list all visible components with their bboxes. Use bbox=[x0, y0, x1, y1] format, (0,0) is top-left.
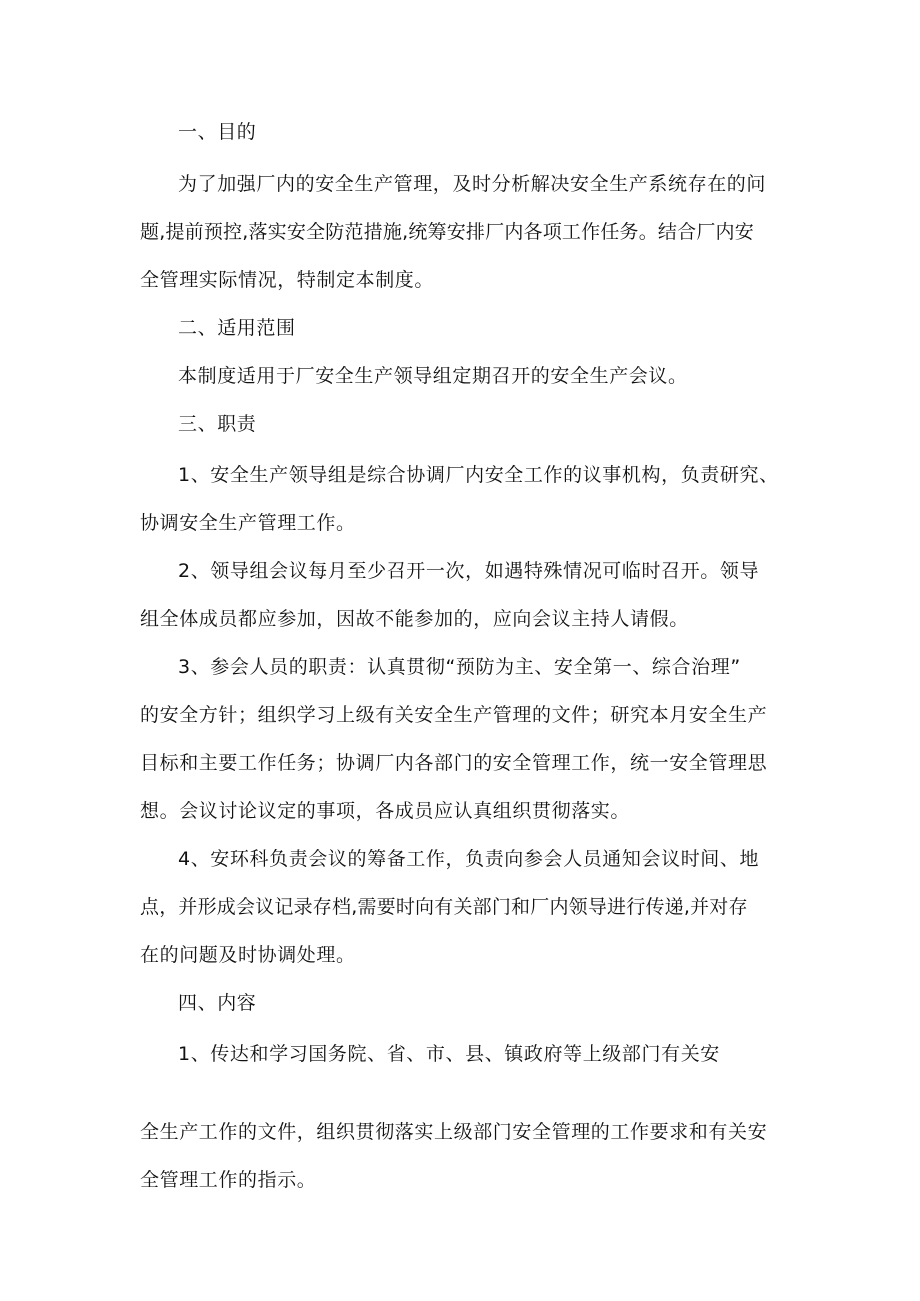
content-1-line-1: 1、传达和学习国务院、省、市、县、镇政府等上级部门有关安 bbox=[178, 1043, 720, 1065]
duty-1-line-1: 1、安全生产领导组是综合协调厂内安全工作的议事机构，负责研究、 bbox=[178, 464, 779, 486]
section-heading-content: 四、内容 bbox=[178, 992, 257, 1014]
section-heading-purpose: 一、目的 bbox=[178, 121, 257, 143]
duty-3-line-2: 的安全方针；组织学习上级有关安全生产管理的文件；研究本月安全生产 bbox=[140, 704, 768, 726]
duty-2-line-2: 组全体成员都应参加，因故不能参加的，应向会议主持人请假。 bbox=[140, 608, 689, 630]
duty-1-line-2: 协调安全生产管理工作。 bbox=[140, 512, 356, 534]
duty-4-line-2: 点，并形成会议记录存档,需要时向有关部门和厂内领导进行传递,并对存 bbox=[140, 896, 748, 918]
section-heading-scope: 二、适用范围 bbox=[178, 317, 296, 339]
duty-3-line-1: 3、参会人员的职责：认真贯彻“预防为主、安全第一、综合治理” bbox=[178, 656, 741, 678]
purpose-paragraph-line-3: 全管理实际情况，特制定本制度。 bbox=[140, 269, 435, 291]
duty-2-line-1: 2、领导组会议每月至少召开一次，如遇特殊情况可临时召开。领导 bbox=[178, 560, 760, 582]
duty-3-line-4: 想。会议讨论议定的事项，各成员应认真组织贯彻落实。 bbox=[140, 800, 631, 822]
content-1-line-3: 全管理工作的指示。 bbox=[140, 1169, 317, 1191]
duty-4-line-3: 在的问题及时协调处理。 bbox=[140, 944, 356, 966]
duty-3-line-3: 目标和主要工作任务；协调厂内各部门的安全管理工作，统一安全管理思 bbox=[140, 752, 768, 774]
duty-4-line-1: 4、安环科负责会议的筹备工作，负责向参会人员通知会议时间、地 bbox=[178, 848, 760, 870]
purpose-paragraph-line-1: 为了加强厂内的安全生产管理，及时分析解决安全生产系统存在的问 bbox=[178, 173, 767, 195]
purpose-paragraph-line-2: 题,提前预控,落实安全防范措施,统筹安排厂内各项工作任务。结合厂内安 bbox=[140, 221, 754, 243]
scope-paragraph: 本制度适用于厂安全生产领导组定期召开的安全生产会议。 bbox=[178, 365, 688, 387]
section-heading-duties: 三、职责 bbox=[178, 413, 257, 435]
content-1-line-2: 全生产工作的文件，组织贯彻落实上级部门安全管理的工作要求和有关安 bbox=[140, 1121, 768, 1143]
